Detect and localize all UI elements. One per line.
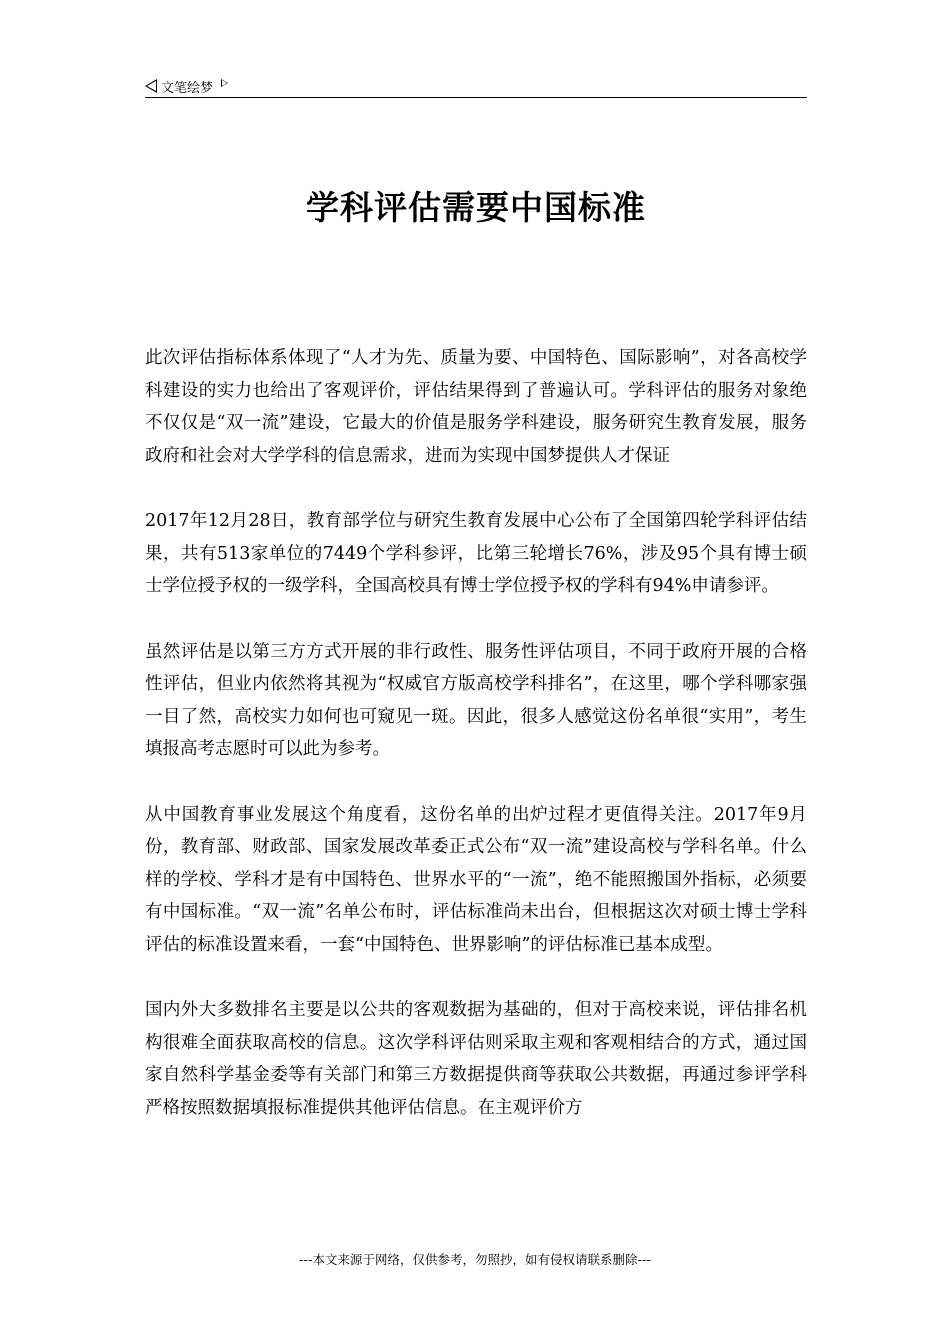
- paragraph: 国内外大多数排名主要是以公共的客观数据为基础的，但对于高校来说，评估排名机构很难全面获取高校的信息。这次学科评估则采取主观和客观相结合的方式，通过国家自然科学基金委等有关部门和第三方数据提供商等获取公共数据，再通过参评学科严格按照数据填报标准提供其他评估信息。在主观评价方: [145, 1000, 807, 1118]
- document-title: 学科评估需要中国标准: [306, 188, 646, 227]
- paragraph: 虽然评估是以第三方方式开展的非行政性、服务性评估项目，不同于政府开展的合格性评估，但业内依然将其视为“权威官方版高校学科排名”，在这里，哪个学科哪家强一目了然，高校实力如何也可窥见一斑。因此，很多人感觉这份名单很“实用”，考生填报高考志愿时可以此为参考。: [145, 641, 807, 759]
- disclaimer-footer: ---本文来源于网络，仅供参考，勿照抄，如有侵权请联系删除---: [298, 1252, 652, 1267]
- paragraph: 从中国教育事业发展这个角度看，这份名单的出炉过程才更值得关注。2017年9月份，教育部、财政部、国家发展改革委正式公布“双一流”建设高校与学科名单。什么样的学校、学科才是有中国特色、世界水平的“一流”，绝不能照搬国外指标，必须要有中国标准。“双一流”名单公布时，评估标准尚未出台，但根据这次对硕士博士学科评估的标准设置来看，一套“中国特色、世界影响”的评估标准已基本成型。: [145, 804, 807, 955]
- document-body: [145, 342, 807, 1157]
- triangle-right-icon: [221, 79, 228, 87]
- running-header: [145, 75, 807, 97]
- header-rule: [145, 97, 807, 98]
- header-label: 文笔绘梦: [161, 80, 214, 96]
- triangle-left-icon: [145, 79, 157, 93]
- paragraph: 2017年12月28日，教育部学位与研究生教育发展中心公布了全国第四轮学科评估结果，共有513家单位的7449个学科参评，比第三轮增长76%，涉及95个具有博士硕士学位授予权的一级学科，全国高校具有博士学位授予权的学科有94%申请参评。: [145, 511, 807, 596]
- paragraph: 此次评估指标体系体现了“人才为先、质量为要、中国特色、国际影响”，对各高校学科建设的实力也给出了客观评价，评估结果得到了普遍认可。学科评估的服务对象绝不仅仅是“双一流”建设，它最大的价值是服务学科建设，服务研究生教育发展，服务政府和社会对大学学科的信息需求，进而为实现中国梦提供人才保证: [145, 348, 807, 466]
